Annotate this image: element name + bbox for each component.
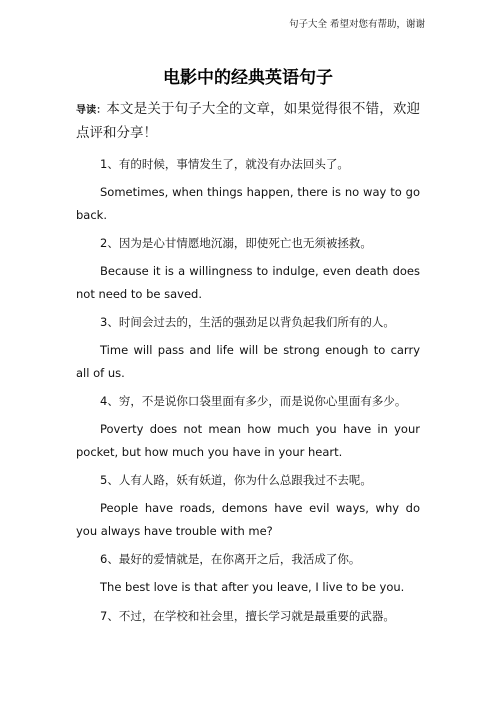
document-title: 电影中的经典英语句子 [163, 68, 333, 88]
sentence-chinese: 1、有的时候，事情发生了，就没有办法回头了。 [100, 157, 349, 171]
header-rule [0, 36, 496, 37]
sentence-item-6 [76, 547, 420, 599]
sentence-english: People have roads, demons have evil ways, why do you always have trouble with me? [76, 501, 420, 538]
sentence-chinese: 7、不过，在学校和社会里，擅长学习就是最重要的武器。 [100, 608, 395, 623]
page-header: 句子大全 希望对您有帮助，谢谢 [288, 19, 425, 30]
sentence-item-3 [76, 310, 420, 384]
sentence-english: Poverty does not mean how much you have in your pocket, but how much you have in your heart. [76, 422, 420, 459]
sentence-item-7 [76, 604, 420, 628]
sentence-chinese: 2、因为是心甘情愿地沉溺，即使死亡也无须被拯救。 [100, 236, 372, 250]
sentence-english: Sometimes, when things happen, there is no way to go back. [76, 185, 420, 222]
intro-lead: 导读： [76, 105, 107, 116]
sentence-english: The best love is that after you leave, I live to be you. [100, 580, 405, 594]
document-body [76, 98, 420, 633]
sentence-english: Time will pass and life will be strong enough to carry all of us. [76, 343, 420, 380]
sentence-item-1 [76, 152, 420, 226]
sentence-item-5 [76, 468, 420, 542]
sentence-chinese: 3、时间会过去的，生活的强劲足以背负起我们所有的人。 [100, 315, 395, 329]
intro-paragraph [76, 98, 420, 145]
sentence-item-2 [76, 231, 420, 305]
sentence-chinese: 5、人有人路，妖有妖道，你为什么总跟我过不去呢。 [100, 473, 372, 487]
intro-text: 本文是关于句子大全的文章，如果觉得很不错，欢迎点评和分享！ [76, 101, 421, 141]
sentence-chinese: 6、最好的爱情就是，在你离开之后，我活成了你。 [100, 552, 361, 566]
sentence-item-4 [76, 389, 420, 463]
sentence-chinese: 4、穷，不是说你口袋里面有多少，而是说你心里面有多少。 [100, 394, 407, 408]
sentence-english: Because it is a willingness to indulge, even death does not need to be saved. [76, 264, 420, 301]
